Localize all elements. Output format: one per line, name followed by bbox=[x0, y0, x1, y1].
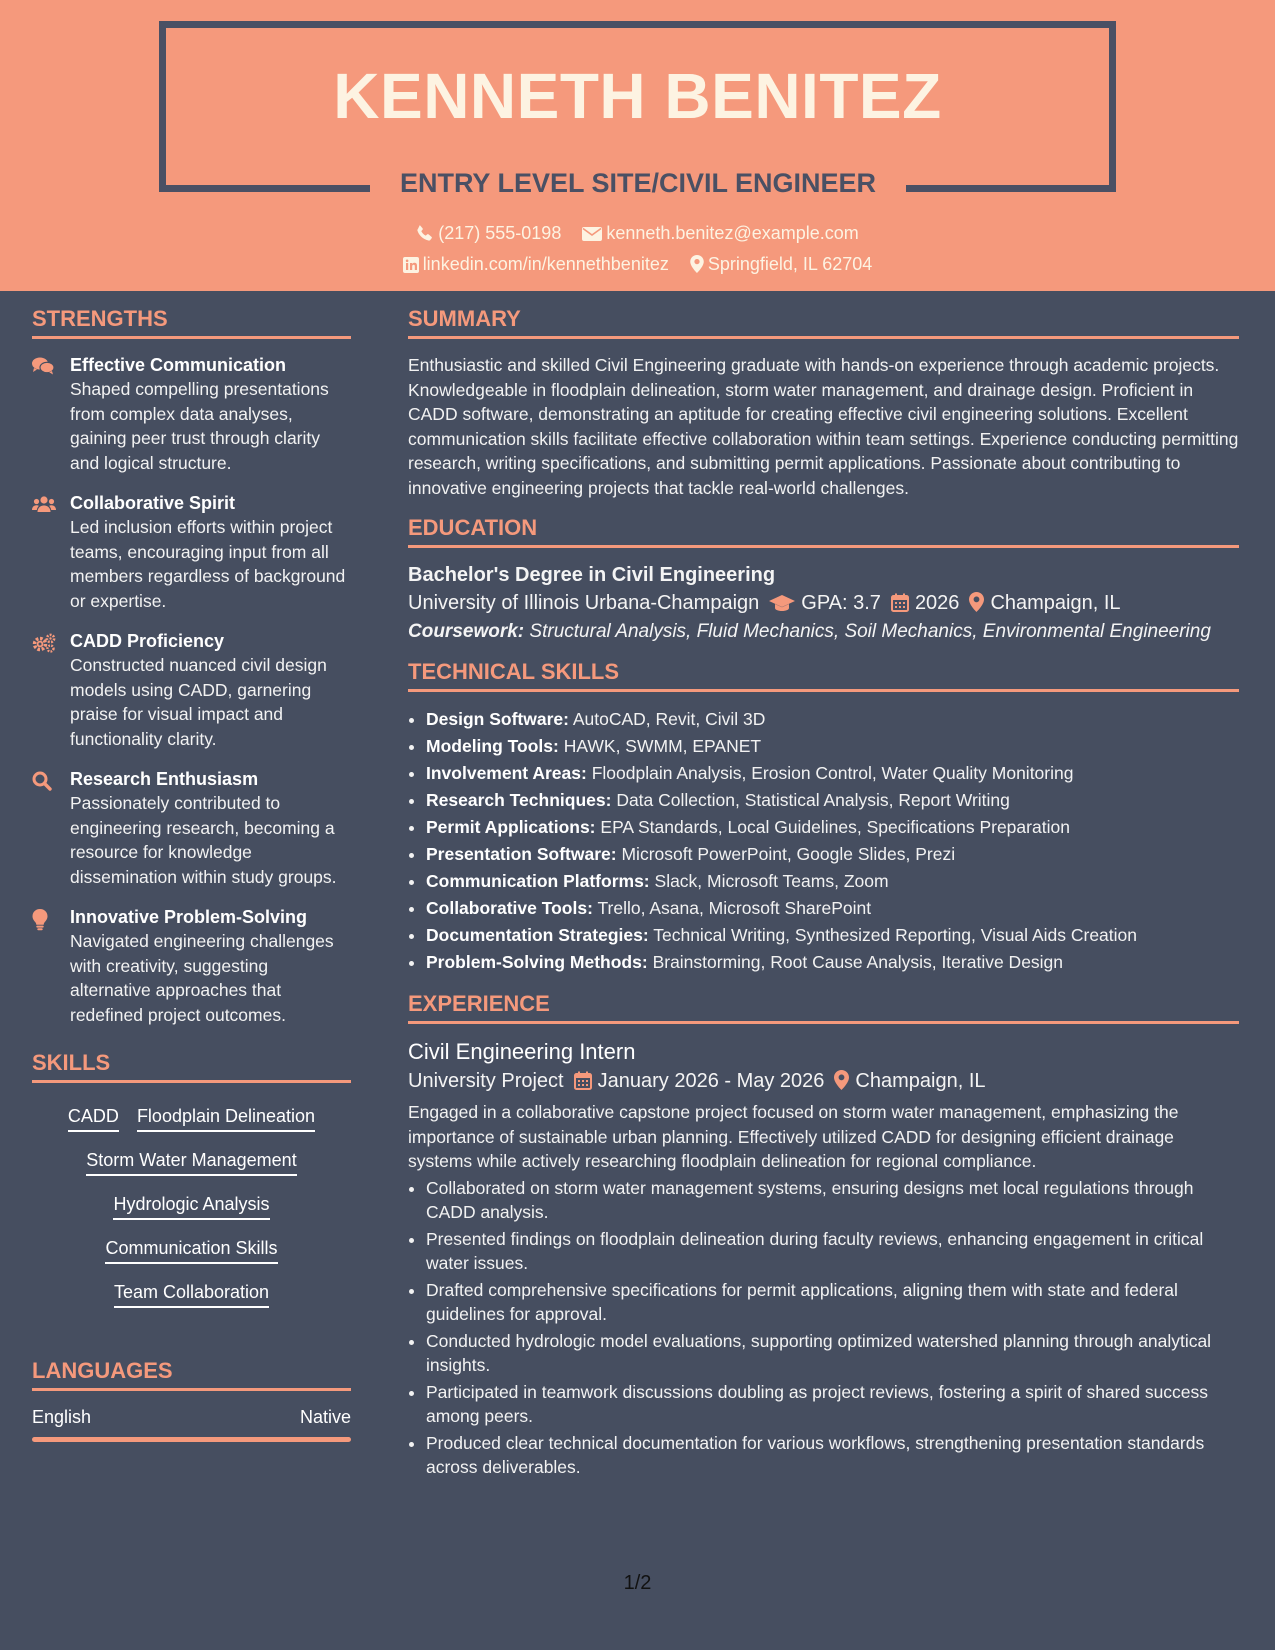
comments-icon bbox=[32, 357, 54, 375]
linkedin-text[interactable]: linkedin.com/in/kennethbenitez bbox=[422, 254, 669, 274]
languages-heading: LANGUAGES bbox=[32, 1357, 351, 1391]
linkedin-item[interactable] bbox=[403, 252, 669, 276]
contact-row-2 bbox=[0, 252, 1275, 276]
phone-text: (217) 555-0198 bbox=[438, 223, 562, 243]
list-item bbox=[426, 814, 1239, 841]
skill-tag: Communication Skills bbox=[105, 1236, 277, 1264]
page-number: 1/2 bbox=[623, 1572, 652, 1594]
list-item bbox=[426, 706, 1239, 733]
contact-row-1 bbox=[0, 221, 1275, 245]
job-description: Engaged in a collaborative capstone project focused on storm water management, emphasizing the importance of sustainable urban planning. Effectively utilized CADD for designing efficient drainage systems while actively researching floodplain delineation for regional compliance. bbox=[408, 1102, 1179, 1171]
organization: University Project bbox=[408, 1070, 564, 1092]
tech-skill-label: Permit Applications: bbox=[426, 817, 596, 837]
strength-desc: Shaped compelling presentations from complex data analyses, gaining peer trust through clarity and logical structure. bbox=[70, 379, 329, 473]
strength-item bbox=[32, 767, 351, 889]
tech-skill-label: Modeling Tools: bbox=[426, 736, 559, 756]
tech-skill-value: Brainstorming, Root Cause Analysis, Iterative Design bbox=[652, 952, 1064, 972]
strength-title: Effective Communication bbox=[70, 355, 287, 375]
candidate-name: KENNETH BENITEZ bbox=[333, 60, 942, 132]
tech-skill-value: Data Collection, Statistical Analysis, Report Writing bbox=[616, 790, 1010, 810]
strength-item bbox=[32, 629, 351, 751]
language-row bbox=[32, 1405, 351, 1429]
list-item bbox=[426, 949, 1239, 976]
coursework-label: Coursework: bbox=[408, 621, 525, 642]
strength-item bbox=[32, 905, 351, 1027]
resume-header bbox=[0, 0, 1275, 291]
left-column bbox=[32, 305, 351, 1442]
graduation-year: 2026 bbox=[914, 592, 960, 614]
graduation-cap-icon bbox=[769, 594, 795, 612]
tech-skill-value: EPA Standards, Local Guidelines, Specifications Preparation bbox=[600, 817, 1070, 837]
summary-heading: SUMMARY bbox=[408, 305, 1239, 339]
list-item bbox=[426, 841, 1239, 868]
calendar-icon bbox=[891, 593, 909, 612]
education-heading: EDUCATION bbox=[408, 514, 1239, 548]
list-item: • Collaborated on storm water management systems, ensuring designs met local regulations through CADD analysis. bbox=[426, 1176, 1239, 1225]
list-item: • Presented findings on floodplain delineation during faculty reviews, enhancing engagement in critical water issues. bbox=[426, 1227, 1239, 1276]
tech-skill-label: Documentation Strategies: bbox=[426, 925, 649, 945]
list-item bbox=[426, 733, 1239, 760]
coursework bbox=[408, 620, 1239, 644]
linkedin-icon bbox=[403, 257, 419, 273]
location-item bbox=[690, 252, 872, 276]
list-item bbox=[426, 868, 1239, 895]
gpa: GPA: 3.7 bbox=[801, 592, 881, 614]
map-pin-icon bbox=[690, 255, 704, 273]
tech-skill-label: Involvement Areas: bbox=[426, 763, 587, 783]
strength-title: Research Enthusiasm bbox=[70, 769, 259, 789]
skill-tag: CADD bbox=[68, 1104, 119, 1132]
location-text: Springfield, IL 62704 bbox=[707, 254, 873, 274]
tech-skill-label: Collaborative Tools: bbox=[426, 898, 593, 918]
tech-skill-label: Presentation Software: bbox=[426, 844, 617, 864]
tech-skill-label: Research Techniques: bbox=[426, 790, 612, 810]
school-location: Champaign, IL bbox=[990, 592, 1121, 614]
strength-title: Innovative Problem-Solving bbox=[70, 907, 308, 927]
strength-item bbox=[32, 491, 351, 613]
skill-tag: Hydrologic Analysis bbox=[113, 1192, 269, 1220]
education-meta bbox=[408, 588, 1239, 618]
email-text[interactable]: kenneth.benitez@example.com bbox=[606, 223, 859, 243]
strengths-heading: STRENGTHS bbox=[32, 305, 351, 339]
strength-desc: Navigated engineering challenges with creativity, suggesting alternative approaches that redefined project outcomes. bbox=[70, 931, 334, 1025]
lightbulb-icon bbox=[32, 909, 48, 931]
strength-item bbox=[32, 353, 351, 475]
email-item[interactable] bbox=[582, 221, 858, 245]
experience-heading: EXPERIENCE bbox=[408, 990, 1239, 1024]
job-title: Civil Engineering Intern bbox=[408, 1039, 636, 1064]
skill-tag: Team Collaboration bbox=[114, 1280, 269, 1308]
header-frame-bottom-left bbox=[159, 185, 370, 192]
strength-title: CADD Proficiency bbox=[70, 631, 225, 651]
candidate-role: ENTRY LEVEL SITE/CIVIL ENGINEER bbox=[399, 168, 877, 198]
skills-list bbox=[32, 1097, 351, 1317]
summary-text: Enthusiastic and skilled Civil Engineering graduate with hands-on experience through academic projects. Knowledgeable in floodplain delineation, storm water management, and drainage design. Proficient in CADD software, demonstrating an aptitude for creating effective civil engineering solutions. Excellent communication skills facilitate effective collaboration within team settings. Experience conducting permitting research, writing specifications, and submitting permit applications. Passionate about contributing to innovative engineering projects that tackle real-world challenges. bbox=[408, 355, 1239, 498]
tech-skill-label: Communication Platforms: bbox=[426, 871, 650, 891]
degree-title: Bachelor's Degree in Civil Engineering bbox=[408, 564, 776, 586]
users-icon bbox=[32, 495, 56, 513]
coursework-list: Structural Analysis, Fluid Mechanics, Soil Mechanics, Environmental Engineering bbox=[529, 621, 1211, 642]
language-level: Native bbox=[299, 1407, 351, 1427]
tech-skill-value: AutoCAD, Revit, Civil 3D bbox=[572, 709, 766, 729]
phone-icon bbox=[416, 224, 434, 242]
tech-skill-value: HAWK, SWMM, EPANET bbox=[563, 736, 762, 756]
list-item bbox=[426, 760, 1239, 787]
list-item: • Participated in teamwork discussions doubling as project reviews, fostering a spirit of shared success among peers. bbox=[426, 1380, 1239, 1429]
experience-meta bbox=[408, 1066, 1239, 1096]
list-item bbox=[426, 922, 1239, 949]
tech-skill-value: Floodplain Analysis, Erosion Control, Water Quality Monitoring bbox=[591, 763, 1074, 783]
strength-desc: Passionately contributed to engineering research, becoming a resource for knowledge dissemination within study groups. bbox=[70, 793, 337, 887]
tech-skill-label: Problem-Solving Methods: bbox=[426, 952, 648, 972]
tech-skill-value: Microsoft PowerPoint, Google Slides, Prezi bbox=[621, 844, 956, 864]
list-item: • Drafted comprehensive specifications for permit applications, aligning them with state and federal guidelines for approval. bbox=[426, 1278, 1239, 1327]
phone-item bbox=[416, 221, 561, 245]
map-pin-icon bbox=[969, 592, 984, 612]
search-icon bbox=[32, 771, 52, 791]
list-item bbox=[426, 895, 1239, 922]
strength-title: Collaborative Spirit bbox=[70, 493, 236, 513]
tech-skill-value: Trello, Asana, Microsoft SharePoint bbox=[597, 898, 872, 918]
gears-icon bbox=[32, 633, 56, 653]
list-item: • Produced clear technical documentation for various workflows, strengthening presentation standards across deliverables. bbox=[426, 1431, 1239, 1480]
school-name: University of Illinois Urbana-Champaign bbox=[408, 592, 760, 614]
technical-skills-heading: TECHNICAL SKILLS bbox=[408, 658, 1239, 692]
tech-skill-value: Slack, Microsoft Teams, Zoom bbox=[654, 871, 889, 891]
header-frame-bottom-right bbox=[906, 185, 1116, 192]
map-pin-icon bbox=[834, 1070, 849, 1090]
list-item bbox=[426, 787, 1239, 814]
right-column bbox=[408, 305, 1239, 1482]
strength-desc: Constructed nuanced civil design models using CADD, garnering praise for visual impact and functionality clarity. bbox=[70, 655, 327, 749]
strength-desc: Led inclusion efforts within project teams, encouraging input from all members regardless of background or expertise. bbox=[70, 517, 346, 611]
list-item: • Conducted hydrologic model evaluations, supporting optimized watershed planning through analytical insights. bbox=[426, 1329, 1239, 1378]
tech-skill-value: Technical Writing, Synthesized Reporting, Visual Aids Creation bbox=[653, 925, 1138, 945]
skill-tag: Storm Water Management bbox=[86, 1148, 296, 1176]
skill-tag: Floodplain Delineation bbox=[137, 1104, 315, 1132]
calendar-icon bbox=[574, 1071, 592, 1090]
technical-skills-list bbox=[408, 706, 1239, 976]
envelope-icon bbox=[582, 226, 602, 242]
job-location: Champaign, IL bbox=[855, 1070, 986, 1092]
skills-heading: SKILLS bbox=[32, 1049, 351, 1083]
language-proficiency-bar bbox=[32, 1437, 351, 1442]
job-dates: January 2026 - May 2026 bbox=[597, 1070, 825, 1092]
language-name: English bbox=[32, 1407, 92, 1427]
tech-skill-label: Design Software: bbox=[426, 709, 569, 729]
experience-bullets bbox=[408, 1176, 1239, 1480]
